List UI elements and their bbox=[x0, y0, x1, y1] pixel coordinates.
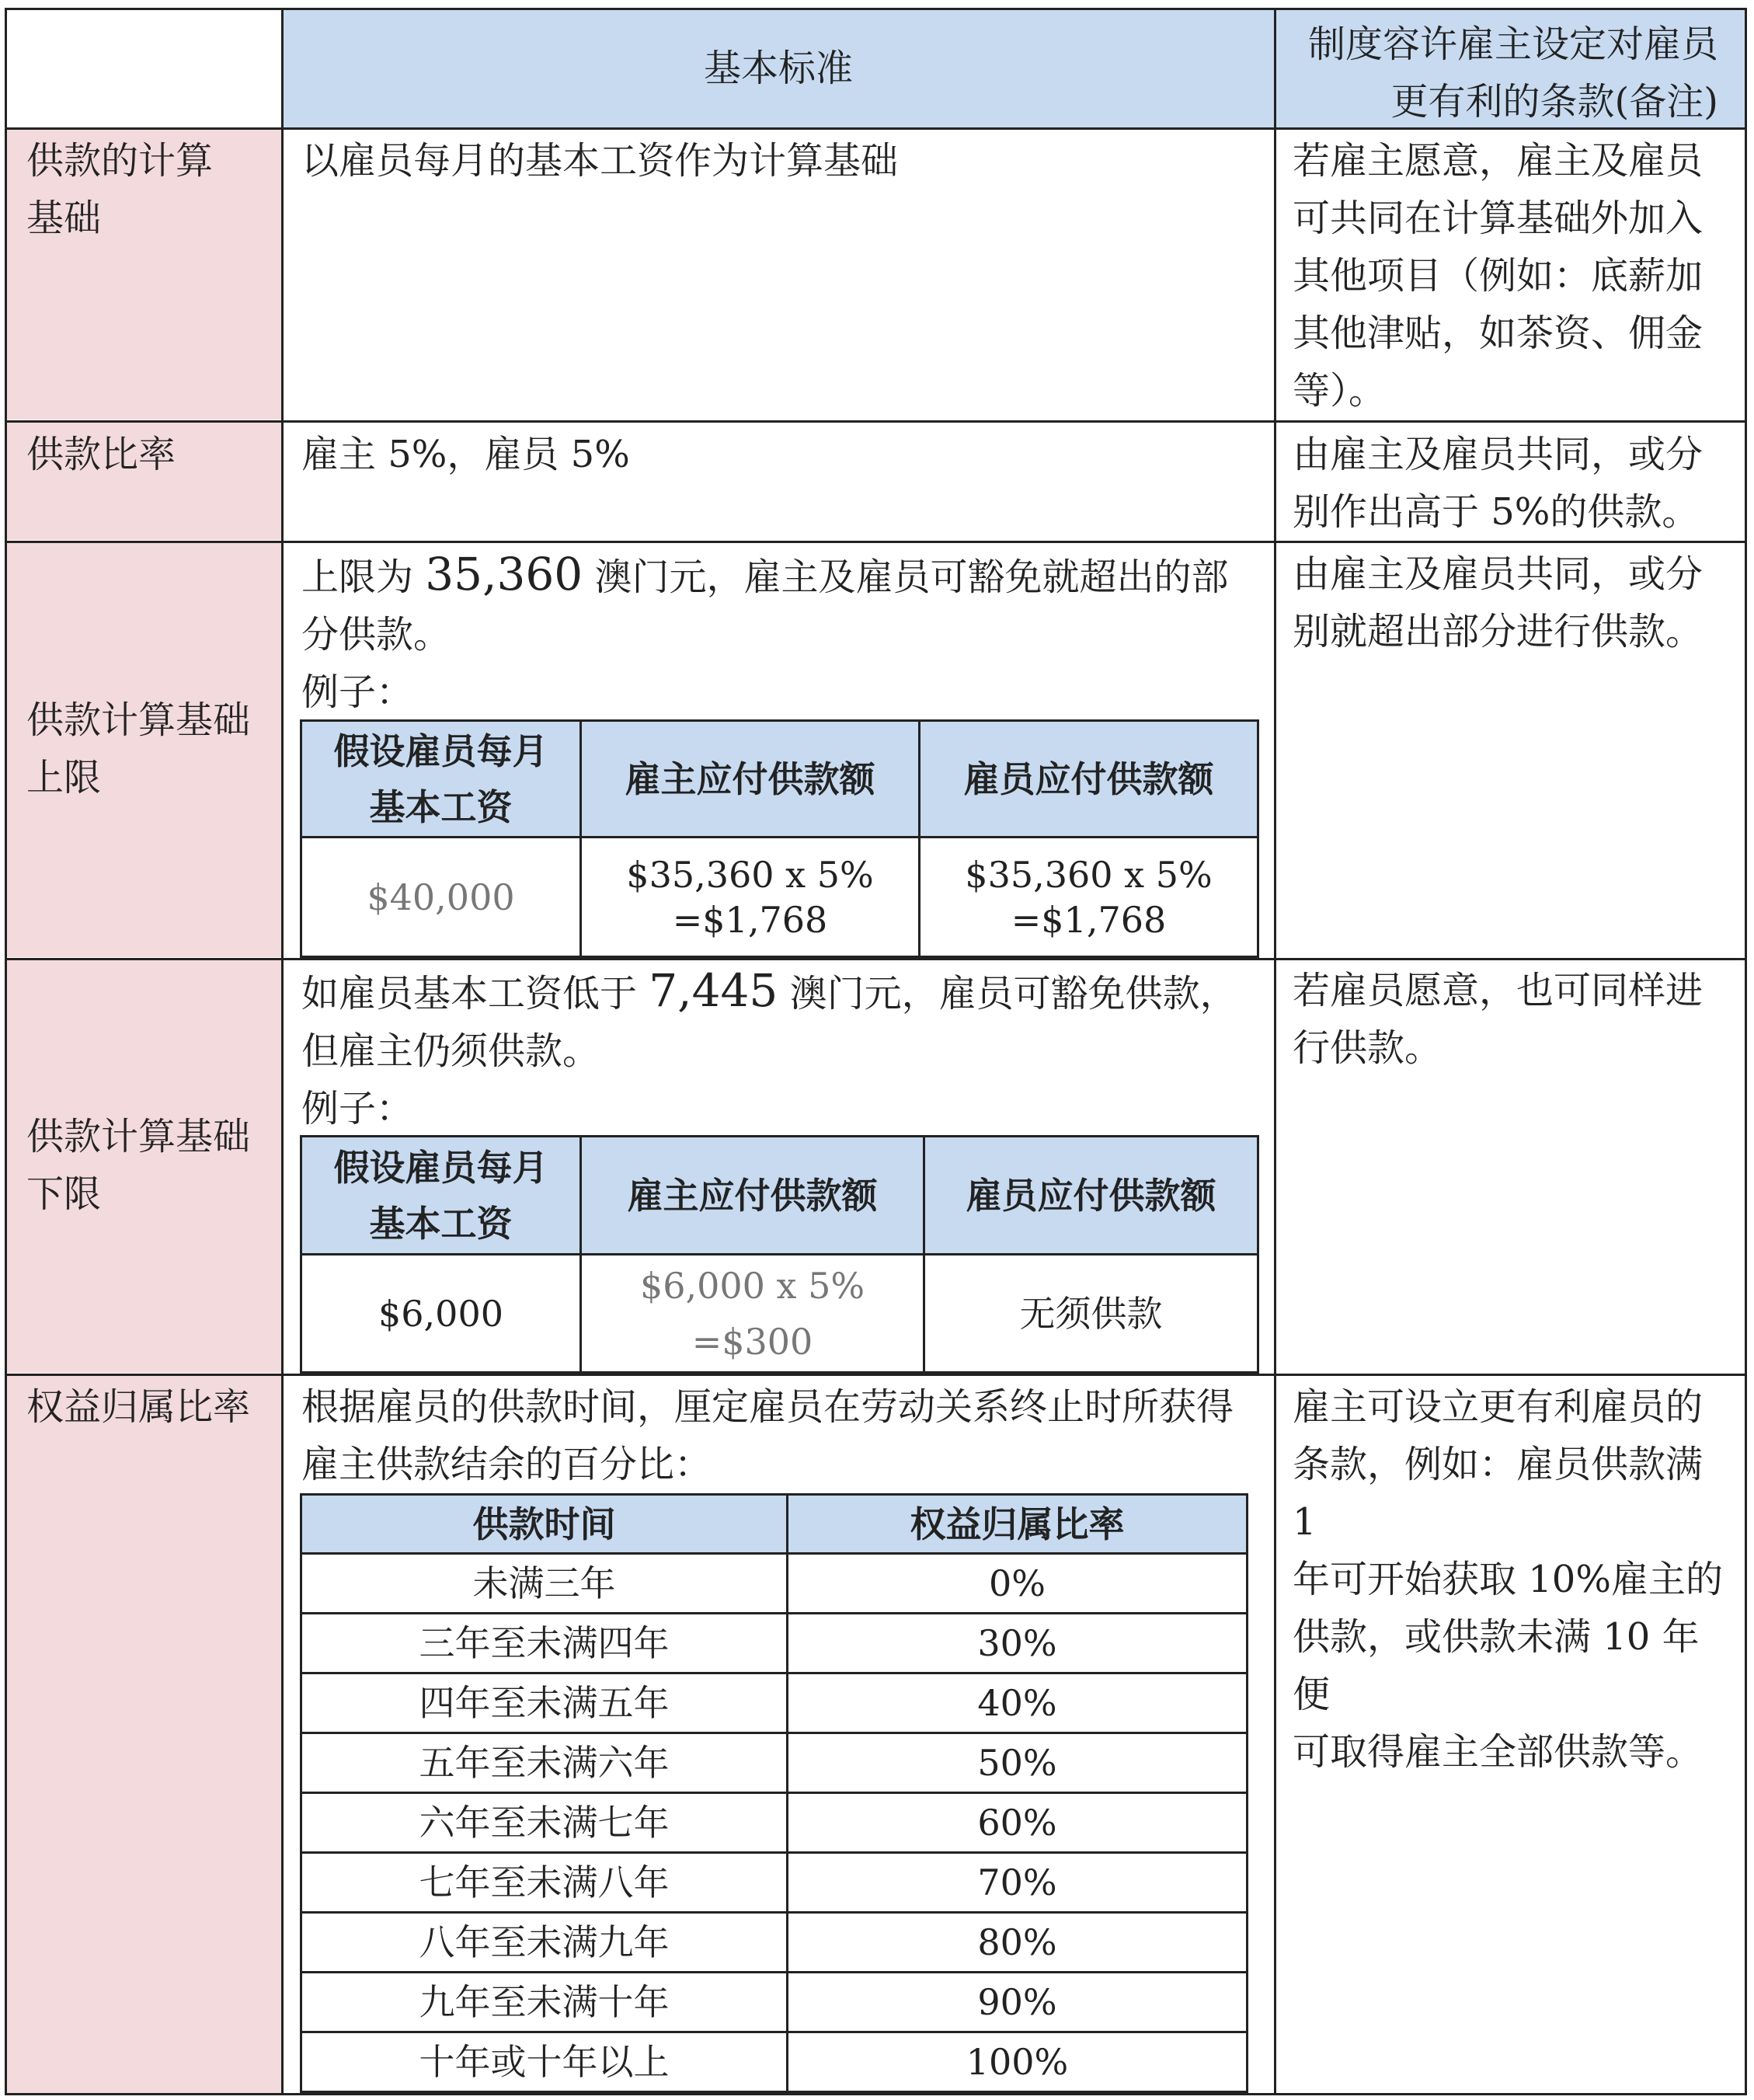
upper-example-label: 例子： bbox=[301, 670, 414, 714]
vesting-table-row bbox=[301, 2032, 1248, 2092]
vesting-rate-cell: 70% bbox=[788, 1853, 1248, 1913]
vesting-table-row bbox=[301, 1793, 1248, 1853]
upper-td-salary: $40,000 bbox=[301, 838, 581, 957]
lower-example-table bbox=[300, 1135, 1259, 1374]
upper-th-salary: 假设雇员每月基本工资 bbox=[301, 721, 581, 838]
vesting-table-row bbox=[301, 1853, 1248, 1913]
label-upper-line1: 供款计算基础 bbox=[26, 698, 251, 742]
header-note-line2: 更有利的条款(备注) bbox=[1390, 80, 1718, 124]
upper-td-employer: $35,360 x 5% =$1,768 bbox=[581, 838, 920, 957]
lower-amount: 7,445 bbox=[649, 964, 778, 1017]
vesting-period-cell: 六年至未满七年 bbox=[301, 1793, 788, 1853]
vesting-rate-cell: 90% bbox=[788, 1973, 1248, 2032]
label-lower-line1: 供款计算基础 bbox=[26, 1115, 251, 1158]
upper-th-employer: 雇主应付供款额 bbox=[581, 721, 920, 838]
upper-example-table bbox=[300, 719, 1259, 958]
label-basis-line2: 基础 bbox=[26, 197, 102, 240]
note-vesting-line2: 条款，例如：雇员供款满 1 bbox=[1293, 1443, 1704, 1544]
vesting-table-row bbox=[301, 1733, 1248, 1793]
note-basis-line1: 若雇主愿意，雇主及雇员 bbox=[1293, 139, 1704, 183]
vesting-th-rate: 权益归属比率 bbox=[788, 1495, 1248, 1554]
vesting-rate-cell: 40% bbox=[788, 1673, 1248, 1733]
upper-th-employee: 雇员应付供款额 bbox=[920, 721, 1258, 838]
vesting-period-cell: 七年至未满八年 bbox=[301, 1853, 788, 1913]
vesting-rate-cell: 60% bbox=[788, 1793, 1248, 1853]
standard-rate: 雇主 5%，雇员 5% bbox=[301, 433, 630, 476]
lower-text-line2: 但雇主仍须供款。 bbox=[301, 1029, 600, 1073]
lower-text-post: 澳门元，雇员可豁免供款， bbox=[778, 972, 1237, 1015]
label-rate: 供款比率 bbox=[26, 433, 176, 476]
vesting-table-row bbox=[301, 1913, 1248, 1973]
vesting-rate-cell: 0% bbox=[788, 1554, 1248, 1614]
lower-text-pre: 如雇员基本工资低于 bbox=[301, 972, 649, 1015]
note-basis-line4: 其他津贴，如茶资、佣金 bbox=[1293, 312, 1704, 355]
vesting-table-row bbox=[301, 1673, 1248, 1733]
vesting-period-cell: 四年至未满五年 bbox=[301, 1673, 788, 1733]
vesting-rate-cell: 80% bbox=[788, 1913, 1248, 1973]
upper-text-line1 bbox=[301, 545, 1265, 606]
standard-basis: 以雇员每月的基本工资作为计算基础 bbox=[301, 139, 899, 183]
label-cell-vesting bbox=[6, 1375, 281, 2094]
header-note-line1: 制度容许雇主设定对雇员 bbox=[1307, 23, 1718, 66]
note-vesting-line1: 雇主可设立更有利雇员的 bbox=[1293, 1385, 1704, 1429]
vesting-text-line1: 根据雇员的供款时间，厘定雇员在劳动关系终止时所获得 bbox=[301, 1385, 1234, 1429]
upper-text-line2: 分供款。 bbox=[301, 613, 451, 656]
lower-th-employee: 雇员应付供款额 bbox=[924, 1137, 1258, 1255]
vesting-period-cell: 九年至未满十年 bbox=[301, 1973, 788, 2032]
vesting-period-cell: 八年至未满九年 bbox=[301, 1913, 788, 1973]
lower-th-salary: 假设雇员每月基本工资 bbox=[301, 1137, 581, 1255]
vesting-rate-cell: 30% bbox=[788, 1614, 1248, 1673]
label-vesting: 权益归属比率 bbox=[26, 1385, 251, 1429]
note-basis-line5: 等）。 bbox=[1293, 369, 1387, 413]
label-upper-line2: 上限 bbox=[26, 756, 102, 799]
lower-example-label: 例子： bbox=[301, 1087, 414, 1130]
note-upper-line2: 别就超出部分进行供款。 bbox=[1293, 610, 1704, 653]
label-lower-line2: 下限 bbox=[26, 1172, 102, 1216]
upper-text-pre: 上限为 bbox=[301, 555, 426, 599]
note-upper-line1: 由雇主及雇员共同，或分 bbox=[1293, 552, 1704, 596]
vesting-table-row bbox=[301, 1554, 1248, 1614]
upper-text-post: 澳门元，雇主及雇员可豁免就超出的部 bbox=[583, 555, 1229, 599]
lower-td-salary: $6,000 bbox=[301, 1255, 581, 1373]
vesting-table-row bbox=[301, 1973, 1248, 2032]
header-standard: 基本标准 bbox=[703, 47, 853, 90]
vesting-table-row bbox=[301, 1614, 1248, 1673]
note-vesting-line4: 供款，或供款未满 10 年便 bbox=[1293, 1615, 1700, 1716]
label-basis-line1: 供款的计算 bbox=[26, 139, 214, 183]
lower-td-employer: $6,000 x 5% =$300 bbox=[581, 1255, 924, 1373]
lower-td-employee: 无须供款 bbox=[924, 1255, 1258, 1373]
note-rate-line2: 别作出高于 5%的供款。 bbox=[1293, 490, 1700, 534]
lower-text-line1 bbox=[301, 962, 1265, 1022]
note-basis-line2: 可共同在计算基础外加入 bbox=[1293, 197, 1704, 240]
vesting-table-body bbox=[301, 1554, 1248, 2092]
vesting-period-cell: 三年至未满四年 bbox=[301, 1614, 788, 1673]
note-rate-line1: 由雇主及雇员共同，或分 bbox=[1293, 433, 1704, 476]
upper-amount: 35,360 bbox=[425, 548, 583, 601]
vesting-period-cell: 五年至未满六年 bbox=[301, 1733, 788, 1793]
lower-th-employer: 雇主应付供款额 bbox=[581, 1137, 924, 1255]
vesting-period-cell: 未满三年 bbox=[301, 1554, 788, 1614]
note-lower-line1: 若雇员愿意，也可同样进 bbox=[1293, 969, 1704, 1012]
note-lower-line2: 行供款。 bbox=[1293, 1026, 1443, 1070]
vesting-text-line2: 雇主供款结余的百分比： bbox=[301, 1443, 712, 1486]
note-vesting-line3: 年可开始获取 10%雇主的 bbox=[1293, 1558, 1723, 1601]
vesting-rate-cell: 50% bbox=[788, 1733, 1248, 1793]
note-vesting-line5: 可取得雇主全部供款等。 bbox=[1293, 1730, 1704, 1774]
vesting-th-period: 供款时间 bbox=[301, 1495, 788, 1554]
vesting-rate-cell: 100% bbox=[788, 2032, 1248, 2092]
note-basis-line3: 其他项目（例如：底薪加 bbox=[1293, 254, 1704, 298]
upper-td-employee: $35,360 x 5% =$1,768 bbox=[920, 838, 1258, 957]
vesting-period-cell: 十年或十年以上 bbox=[301, 2032, 788, 2092]
vesting-table bbox=[300, 1493, 1248, 2093]
